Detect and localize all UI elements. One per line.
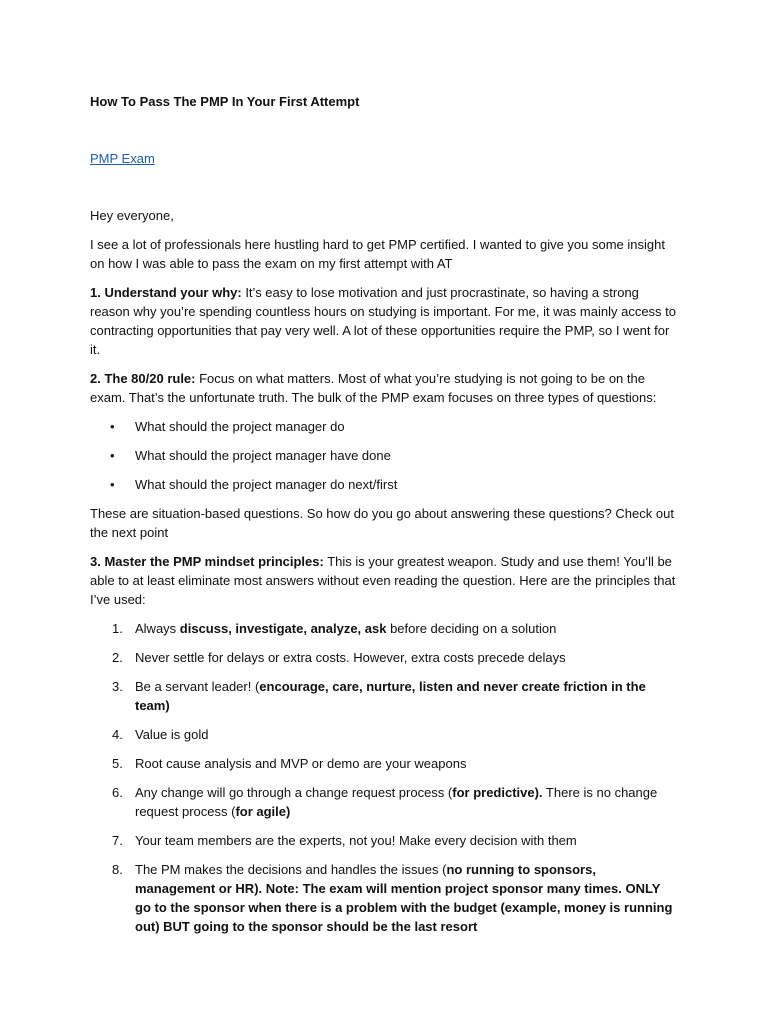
list-item xyxy=(90,648,678,667)
list-item: • What should the project manager do next/first xyxy=(90,475,678,494)
intro-paragraph: I see a lot of professionals here hustling hard to get PMP certified. I wanted to give you some insight on how I was able to pass the exam on my first attempt with AT xyxy=(90,237,665,271)
list-number: 5. xyxy=(112,756,123,771)
list-number: 7. xyxy=(112,833,123,848)
list-number: 6. xyxy=(112,785,123,800)
item-text: The PM makes the decisions and handles the issues ( xyxy=(135,862,447,877)
section-3-heading: 3. Master the PMP mindset principles: xyxy=(90,554,324,569)
list-item xyxy=(90,783,678,821)
list-number: 1. xyxy=(112,621,123,636)
document-body xyxy=(90,92,678,946)
item-emphasis: for agile) xyxy=(235,804,291,819)
item-text: Never settle for delays or extra costs. However, extra costs precede delays xyxy=(135,650,566,665)
section-1-text: It’s easy to lose motivation and just procrastinate, so having a strong reason why you’re spending countless hours on studying is important. For me, it was mainly access to contracting opportunities that pay very well. A lot of these opportunities require the PMP, so I went for it. xyxy=(90,285,676,357)
list-item: • What should the project manager do xyxy=(90,417,678,436)
item-text: Your team members are the experts, not you! Make every decision with them xyxy=(135,833,577,848)
link-row xyxy=(90,149,678,168)
item-text: Always xyxy=(135,621,180,636)
list-item xyxy=(90,754,678,773)
item-text: before deciding on a solution xyxy=(386,621,557,636)
list-item xyxy=(90,677,678,715)
section-2-heading: 2. The 80/20 rule: xyxy=(90,371,196,386)
pmp-exam-link[interactable]: PMP Exam xyxy=(90,151,155,166)
document-title: How To Pass The PMP In Your First Attempt xyxy=(90,94,360,109)
list-number: 2. xyxy=(112,650,123,665)
list-number: 4. xyxy=(112,727,123,742)
section-2-followup: These are situation-based questions. So how do you go about answering these questions? Check out the next point xyxy=(90,506,674,540)
list-item xyxy=(90,860,678,936)
item-text: Any change will go through a change request process ( xyxy=(135,785,453,800)
list-item xyxy=(90,619,678,638)
section-3-paragraph xyxy=(90,552,678,609)
list-item: • What should the project manager have done xyxy=(90,446,678,465)
list-item xyxy=(90,725,678,744)
item-text: There is no change request process ( xyxy=(135,785,658,819)
section-2-text: Focus on what matters. Most of what you’re studying is not going to be on the exam. That’s the unfortunate truth. The bulk of the PMP exam focuses on three types of questions: xyxy=(90,371,657,405)
item-emphasis: encourage, care, nurture, listen and never create friction in the team) xyxy=(135,679,646,713)
list-number: 8. xyxy=(112,862,123,877)
item-emphasis: for predictive). xyxy=(452,785,543,800)
question-types-list xyxy=(90,417,678,494)
item-text: Value is gold xyxy=(135,727,209,742)
item-text: Root cause analysis and MVP or demo are your weapons xyxy=(135,756,467,771)
item-emphasis: discuss, investigate, analyze, ask xyxy=(179,621,387,636)
list-number: 3. xyxy=(112,679,123,694)
principles-list xyxy=(90,619,678,936)
section-1-heading: 1. Understand your why: xyxy=(90,285,242,300)
item-emphasis: no running to sponsors, management or HR). Note: The exam will mention project sponsor many times. ONLY go to the sponsor when there is a problem with the budget (example, money is running out) BUT going to the sponsor should be the last resort xyxy=(135,862,673,934)
item-text: Be a servant leader! ( xyxy=(135,679,260,694)
list-item xyxy=(90,831,678,850)
section-2-paragraph xyxy=(90,369,678,407)
greeting: Hey everyone, xyxy=(90,208,174,223)
section-3-text: This is your greatest weapon. Study and use them! You’ll be able to at least eliminate most answers without even reading the question. Here are the principles that I’ve used: xyxy=(90,554,676,607)
section-1-paragraph xyxy=(90,283,678,359)
